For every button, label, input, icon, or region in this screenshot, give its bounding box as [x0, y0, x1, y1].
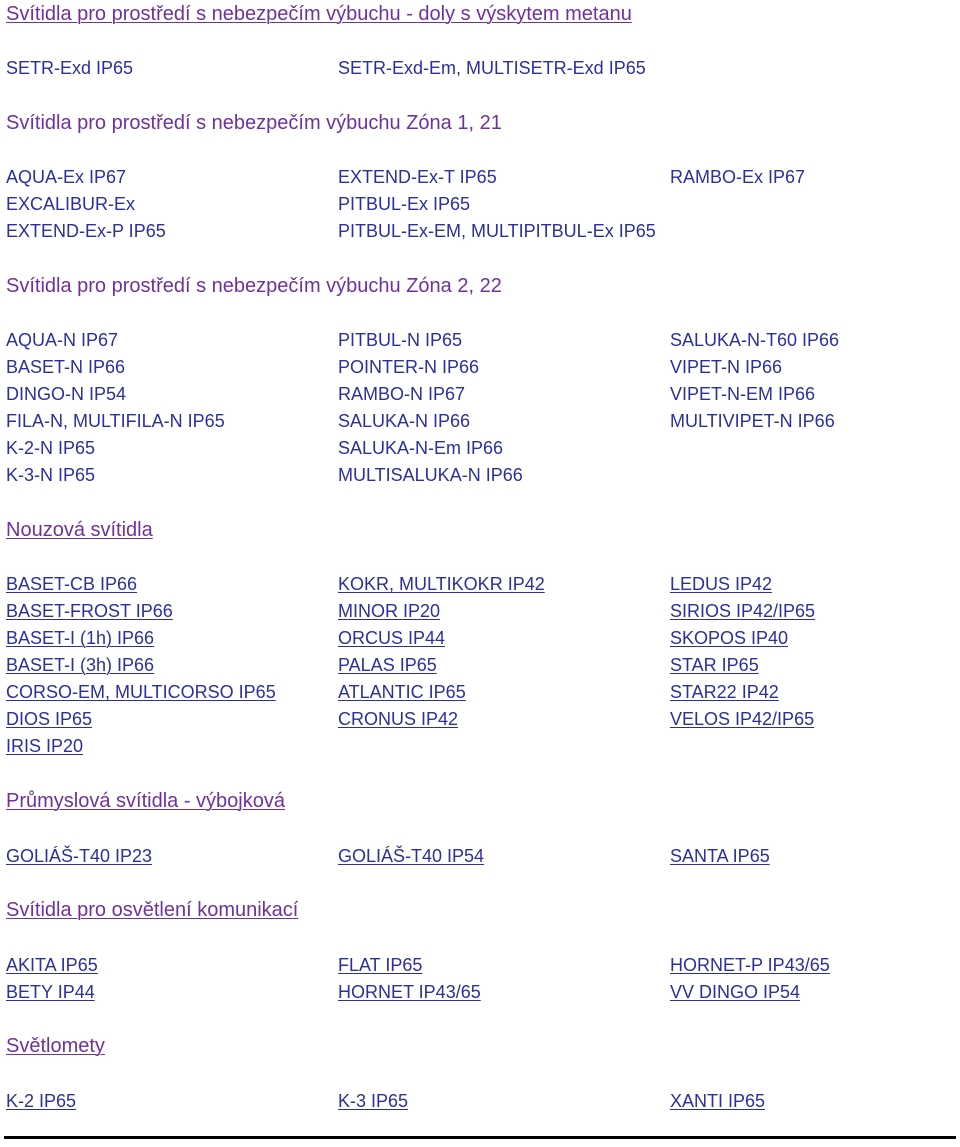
product-link[interactable]: SALUKA-N-Em IP66 [338, 438, 504, 458]
product-link[interactable]: SETR-Exd-Em, MULTISETR-Exd IP65 [338, 58, 646, 78]
product-link[interactable]: EXCALIBUR-Ex [6, 194, 136, 214]
section-heading-svetlomety[interactable]: Světlomety [6, 1035, 105, 1057]
product-link[interactable]: LEDUS IP42 [670, 574, 773, 594]
product-link[interactable]: BASET-FROST IP66 [6, 601, 173, 621]
product-link[interactable]: SALUKA-N-T60 IP66 [670, 330, 840, 350]
product-link[interactable]: MULTISALUKA-N IP66 [338, 465, 523, 485]
product-link[interactable]: K-3-N IP65 [6, 465, 96, 485]
product-link[interactable]: SALUKA-N IP66 [338, 411, 471, 431]
product-link[interactable]: IRIS IP20 [6, 736, 84, 756]
product-link[interactable]: VIPET-N IP66 [670, 357, 783, 377]
product-link[interactable]: AQUA-N IP67 [6, 330, 119, 350]
section-heading-nouzova[interactable]: Nouzová svítidla [6, 519, 153, 541]
product-link[interactable]: AKITA IP65 [6, 955, 98, 975]
product-link[interactable]: CORSO-EM, MULTICORSO IP65 [6, 682, 276, 702]
product-link[interactable]: EXTEND-Ex-T IP65 [338, 167, 497, 187]
product-link[interactable]: PITBUL-N IP65 [338, 330, 463, 350]
product-link[interactable]: POINTER-N IP66 [338, 357, 480, 377]
product-link[interactable]: PITBUL-Ex-EM, MULTIPITBUL-Ex IP65 [338, 221, 656, 241]
product-link[interactable]: FILA-N, MULTIFILA-N IP65 [6, 411, 225, 431]
product-link[interactable]: BASET-CB IP66 [6, 574, 138, 594]
product-link[interactable]: K-3 IP65 [338, 1091, 409, 1111]
product-link[interactable]: VIPET-N-EM IP66 [670, 384, 816, 404]
product-link[interactable]: BASET-N IP66 [6, 357, 126, 377]
section-heading-komunikace[interactable]: Svítidla pro osvětlení komunikací [6, 899, 299, 921]
section-heading-zona-1-21: Svítidla pro prostředí s nebezpečím výbuchu Zóna 1, 21 [6, 112, 502, 134]
product-link[interactable]: K-2-N IP65 [6, 438, 96, 458]
product-link[interactable]: ORCUS IP44 [338, 628, 446, 648]
product-link[interactable]: HORNET-P IP43/65 [670, 955, 830, 975]
product-link[interactable]: KOKR, MULTIKOKR IP42 [338, 574, 545, 594]
section-heading-zona-2-22: Svítidla pro prostředí s nebezpečím výbuchu Zóna 2, 22 [6, 275, 502, 297]
product-link[interactable]: VV DINGO IP54 [670, 982, 801, 1002]
product-link[interactable]: BASET-I (1h) IP66 [6, 628, 155, 648]
product-link[interactable]: HORNET IP43/65 [338, 982, 481, 1002]
section-heading-prumyslova[interactable]: Průmyslová svítidla - výbojková [6, 790, 285, 812]
product-link[interactable]: BETY IP44 [6, 982, 95, 1002]
product-link[interactable]: VELOS IP42/IP65 [670, 709, 815, 729]
product-link[interactable]: MINOR IP20 [338, 601, 441, 621]
product-link[interactable]: SETR-Exd IP65 [6, 58, 134, 78]
product-link[interactable]: GOLIÁŠ-T40 IP23 [6, 846, 153, 866]
product-link[interactable]: PITBUL-Ex IP65 [338, 194, 471, 214]
product-link[interactable]: DINGO-N IP54 [6, 384, 127, 404]
product-link[interactable]: DIOS IP65 [6, 709, 93, 729]
product-link[interactable]: CRONUS IP42 [338, 709, 459, 729]
section-heading-metan[interactable]: Svítidla pro prostředí s nebezpečím výbuchu - doly s výskytem metanu [6, 3, 632, 25]
product-link[interactable]: SIRIOS IP42/IP65 [670, 601, 816, 621]
product-link[interactable]: AQUA-Ex IP67 [6, 167, 127, 187]
product-link[interactable]: STAR IP65 [670, 655, 759, 675]
product-link[interactable]: BASET-I (3h) IP66 [6, 655, 155, 675]
product-link[interactable]: FLAT IP65 [338, 955, 423, 975]
product-link[interactable]: STAR22 IP42 [670, 682, 779, 702]
product-link[interactable]: RAMBO-N IP67 [338, 384, 466, 404]
product-link[interactable]: XANTI IP65 [670, 1091, 766, 1111]
product-link[interactable]: MULTIVIPET-N IP66 [670, 411, 835, 431]
product-link[interactable]: SKOPOS IP40 [670, 628, 789, 648]
product-link[interactable]: PALAS IP65 [338, 655, 437, 675]
product-link[interactable]: RAMBO-Ex IP67 [670, 167, 806, 187]
product-link[interactable]: GOLIÁŠ-T40 IP54 [338, 846, 485, 866]
product-link[interactable]: EXTEND-Ex-P IP65 [6, 221, 166, 241]
bottom-divider [4, 1136, 956, 1139]
product-link[interactable]: SANTA IP65 [670, 846, 770, 866]
product-link[interactable]: K-2 IP65 [6, 1091, 77, 1111]
product-link[interactable]: ATLANTIC IP65 [338, 682, 466, 702]
